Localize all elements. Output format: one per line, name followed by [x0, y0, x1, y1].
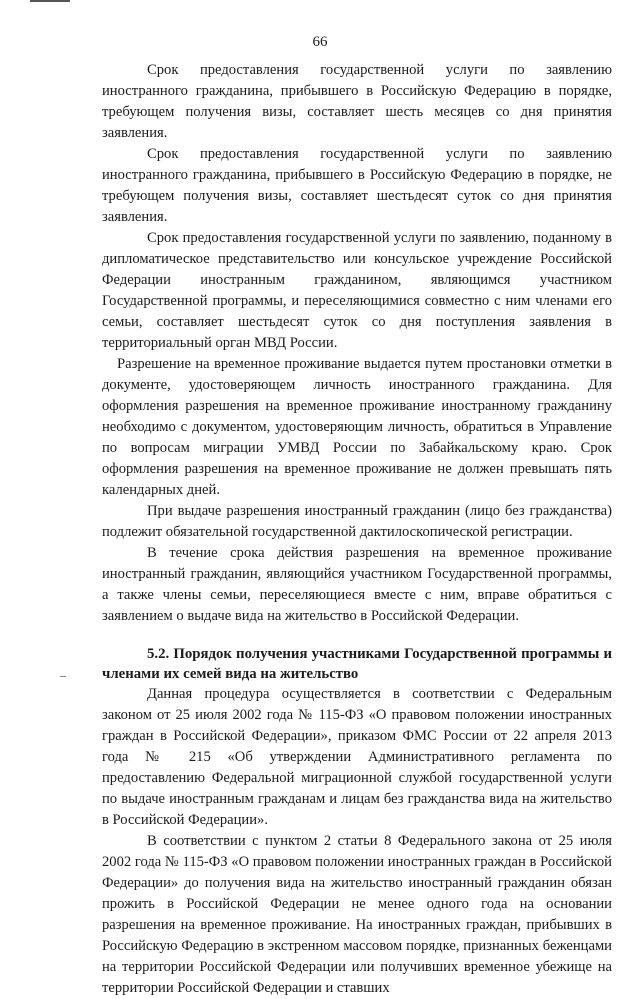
paragraph-fingerprint: При выдаче разрешения иностранный гражданин (лицо без гражданства) подлежит обязательной государственной дактилоскопической регистрации. — [102, 503, 612, 540]
paragraph-consulate-term: Срок предоставления государственной услуги по заявлению, поданному в дипломатическое представительство или консульское учреждение Российской Федерации иностранным гражданином, являющимся участником Государственной программы, и переселяющимися совместно с ним членами его семьи, составляет шестьдесят суток со дня поступления заявления в территориальный орган МВД России. — [102, 230, 612, 351]
section-heading: 5.2. Порядок получения участниками Государственной программы и членами их семей вида на жительство — [102, 646, 612, 682]
paragraph-residence-requirement: В соответствии с пунктом 2 статьи 8 Федерального закона от 25 июля 2002 года № 115-ФЗ «О правовом положении иностранных граждан в Российской Федерации» до получения вида на жительство иностранный гражданин обязан прожить в Российской Федерации не менее одного года на основании разрешения на временное проживание. На иностранных граждан, прибывших в Российскую Федерацию в экстренном массовом порядке, признанных беженцами на территории Российской Федерации или получивших временное убежище на территории Российской Федерации и ставших — [102, 833, 612, 996]
paragraph-visa-free-term: Срок предоставления государственной услуги по заявлению иностранного гражданина, прибывшего в Российскую Федерацию в порядке, не требующем получения визы, составляет шестьдесят суток со дня принятия заявления. — [102, 146, 612, 225]
margin-mark — [60, 676, 66, 677]
paragraph-residence-application: В течение срока действия разрешения на временное проживание иностранный гражданин, являющийся участником Государственной программы, а также члены семьи, переселяющиеся вместе с ним, вправе обратиться с заявлением о выдаче вида на жительство в Российской Федерации. — [102, 545, 612, 624]
scan-edge-mark — [30, 0, 70, 2]
paragraph-residence-permit: Разрешение на временное проживание выдается путем простановки отметки в документе, удостоверяющем личность иностранного гражданина. Для оформления разрешения на временное проживание иностранному гражданину необходимо с документом, удостоверяющим личность, обратиться в Управление по вопросам миграции УМВД России по Забайкальскому краю. Срок оформления разрешения на временное проживание не должен превышать пять календарных дней. — [102, 356, 612, 498]
paragraph-visa-term: Срок предоставления государственной услуги по заявлению иностранного гражданина, прибывшего в Российскую Федерацию в порядке, требующем получения визы, составляет шесть месяцев со дня принятия заявления. — [102, 62, 612, 141]
page-number: 66 — [312, 34, 328, 50]
document-body — [102, 60, 612, 999]
paragraph-procedure-basis: Данная процедура осуществляется в соответствии с Федеральным законом от 25 июля 2002 года № 115-ФЗ «О правовом положении иностранных граждан в Российской Федерации», приказом ФМС России от 22 апреля 2013 года № 215 «Об утверждении Административного регламента по предоставлению Федеральной миграционной службой государственной услуги по выдаче иностранным гражданам и лицам без гражданства вида на жительство в Российской Федерации». — [102, 686, 612, 828]
